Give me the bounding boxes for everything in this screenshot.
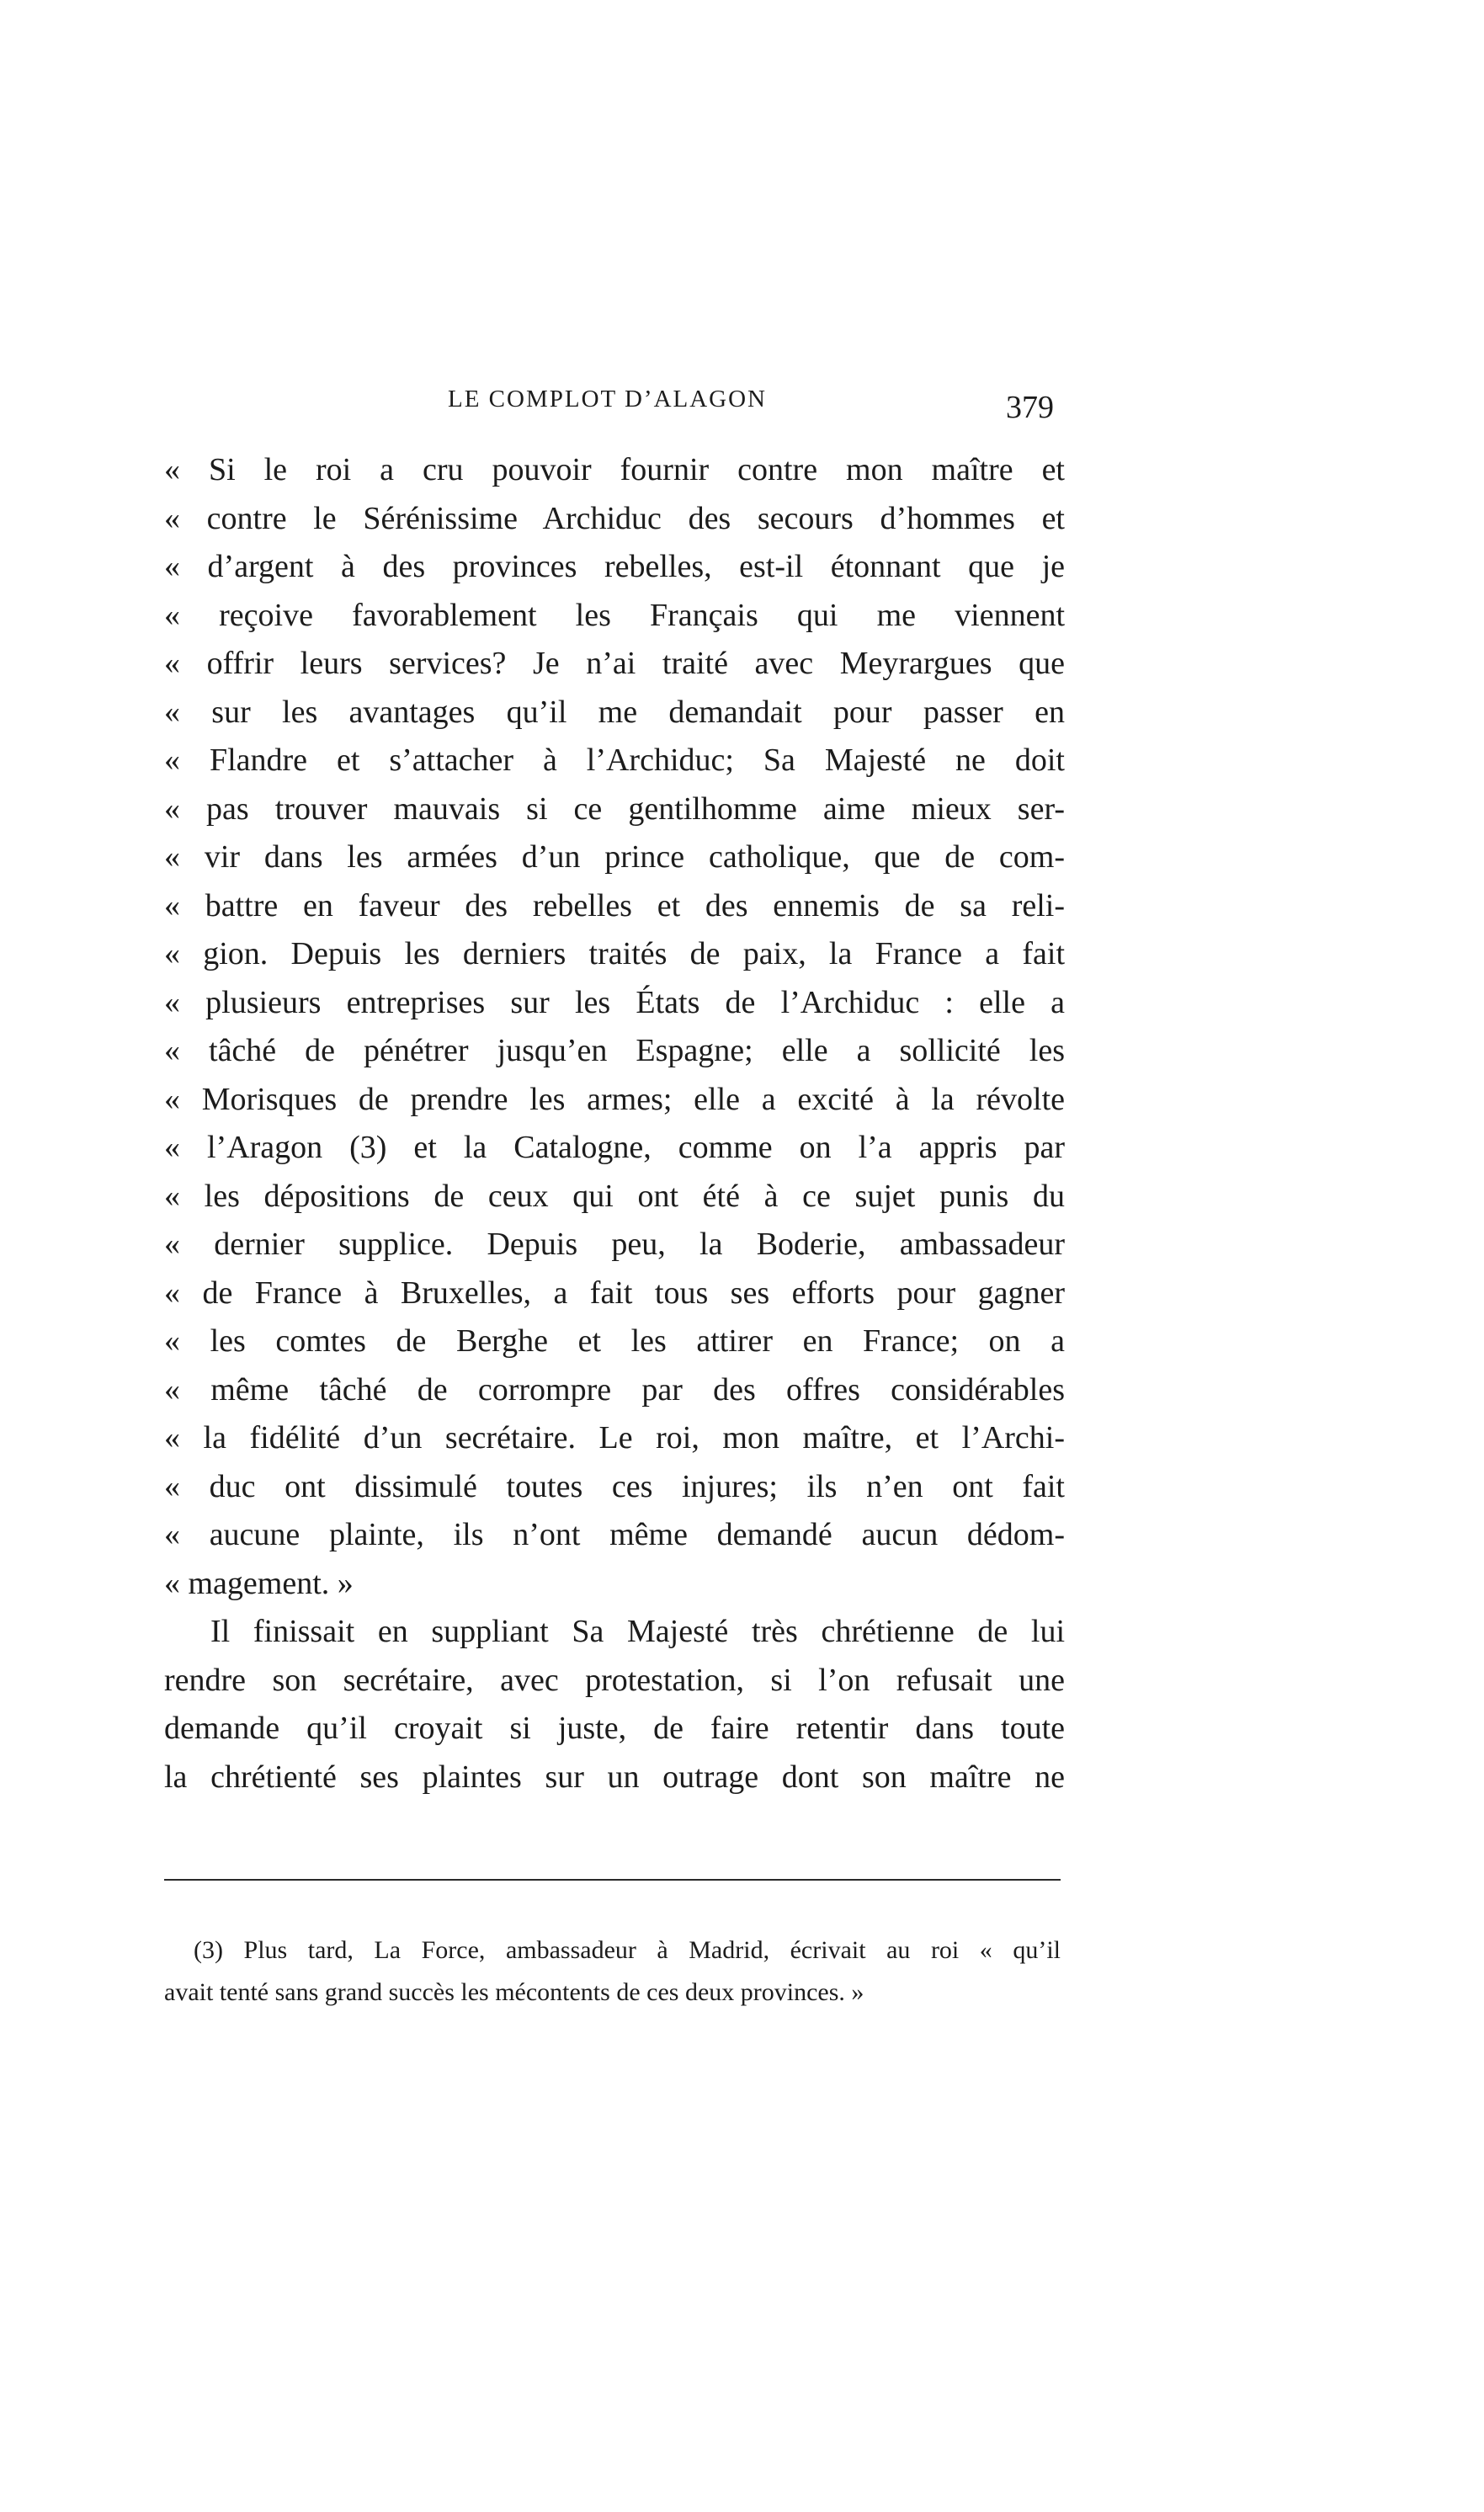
text-line: « d’argent à des provinces rebelles, est-il étonnant que je — [164, 549, 1065, 584]
text-line: demande qu’il croyait si juste, de faire retentir dans toute — [164, 1711, 1065, 1746]
text-line: « les dépositions de ceux qui ont été à ce sujet punis du — [164, 1179, 1065, 1214]
text-line: « même tâché de corrompre par des offres considérables — [164, 1372, 1065, 1408]
text-line: « Morisques de prendre les armes; elle a excité à la révolte — [164, 1082, 1065, 1117]
text-line: « aucune plainte, ils n’ont même demandé aucun dédom- — [164, 1517, 1065, 1552]
text-line: « de France à Bruxelles, a fait tous ses efforts pour gagner — [164, 1275, 1065, 1311]
text-line: « reçoive favorablement les Français qui me viennent — [164, 598, 1065, 633]
text-line: « contre le Sérénissime Archiduc des secours d’hommes et — [164, 501, 1065, 536]
text-line: « duc ont dissimulé toutes ces injures; ils n’en ont fait — [164, 1469, 1065, 1504]
text-line: « l’Aragon (3) et la Catalogne, comme on l’a appris par — [164, 1130, 1065, 1165]
footnote-line: avait tenté sans grand succès les mécontents de ces deux provinces. » — [164, 1978, 864, 2006]
text-line: la chrétienté ses plaintes sur un outrage dont son maître ne — [164, 1759, 1065, 1795]
text-line: « Si le roi a cru pouvoir fournir contre mon maître et — [164, 452, 1065, 487]
text-line: « gion. Depuis les derniers traités de paix, la France a fait — [164, 936, 1065, 971]
text-line: « offrir leurs services? Je n’ai traité avec Meyrargues que — [164, 646, 1065, 681]
text-line: « les comtes de Berghe et les attirer en France; on a — [164, 1323, 1065, 1359]
footnote-divider — [164, 1879, 1061, 1881]
page-number: 379 — [1006, 390, 1054, 425]
text-line: « Flandre et s’attacher à l’Archiduc; Sa Majesté ne doit — [164, 742, 1065, 778]
text-line: « magement. » — [164, 1566, 354, 1601]
text-line: « pas trouver mauvais si ce gentilhomme aime mieux ser- — [164, 791, 1065, 827]
text-line: « vir dans les armées d’un prince catholique, que de com- — [164, 839, 1065, 875]
text-line: « dernier supplice. Depuis peu, la Boderie, ambassadeur — [164, 1227, 1065, 1262]
text-line: « sur les avantages qu’il me demandait pour passer en — [164, 695, 1065, 730]
footnote-line: (3) Plus tard, La Force, ambassadeur à Madrid, écrivait au roi « qu’il — [194, 1936, 1061, 1964]
running-title: LE COMPLOT D’ALAGON — [448, 386, 768, 412]
text-line: « plusieurs entreprises sur les États de l’Archiduc : elle a — [164, 985, 1065, 1020]
text-line: « tâché de pénétrer jusqu’en Espagne; elle a sollicité les — [164, 1033, 1065, 1068]
text-line: rendre son secrétaire, avec protestation, si l’on refusait une — [164, 1663, 1065, 1698]
text-line: Il finissait en suppliant Sa Majesté très chrétienne de lui — [210, 1614, 1065, 1649]
text-line: « battre en faveur des rebelles et des ennemis de sa reli- — [164, 888, 1065, 923]
text-line: « la fidélité d’un secrétaire. Le roi, mon maître, et l’Archi- — [164, 1420, 1065, 1456]
